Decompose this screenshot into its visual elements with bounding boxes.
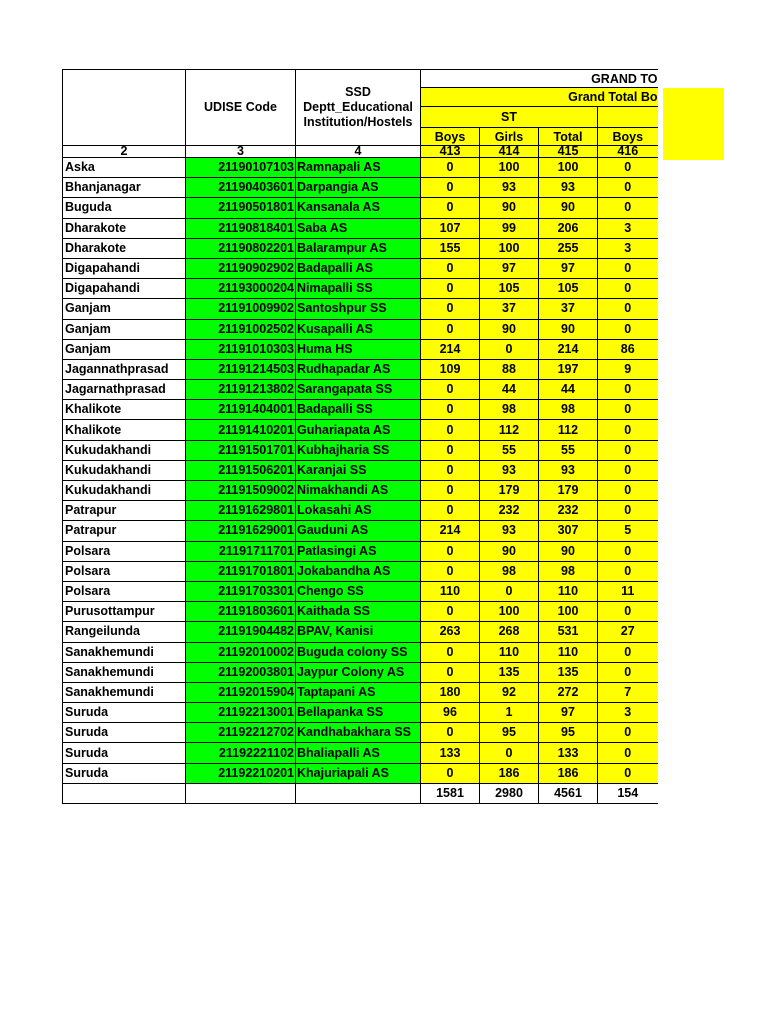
boys2-cell: 3 [598,238,658,258]
girls-cell: 88 [480,359,539,379]
institution-cell: Ramnapali AS [296,158,421,178]
total-boys2: 154 [598,783,658,803]
institution-cell: Santoshpur SS [296,299,421,319]
total-cell: 186 [539,763,598,783]
girls-cell: 90 [480,319,539,339]
block-cell: Polsara [63,561,186,581]
girls-cell: 186 [480,763,539,783]
block-cell: Suruda [63,763,186,783]
girls-cell: 97 [480,258,539,278]
udise-cell: 21191629001 [186,521,296,541]
girls-cell: 112 [480,420,539,440]
boys-cell: 0 [421,420,480,440]
total-cell: 133 [539,743,598,763]
table-row [63,622,658,642]
boys-cell: 0 [421,723,480,743]
institution-cell: Sarangapata SS [296,380,421,400]
table-row [63,682,658,702]
girls-cell: 98 [480,561,539,581]
total-cell: 100 [539,602,598,622]
boys-cell: 110 [421,581,480,601]
total-udise-cell [186,783,296,803]
block-cell: Jagannathprasad [63,359,186,379]
boys-cell: 0 [421,561,480,581]
boys-header: Boys [421,128,480,146]
table-row [63,581,658,601]
udise-cell: 21191214503 [186,359,296,379]
girls-cell: 268 [480,622,539,642]
table-row [63,460,658,480]
udise-cell: 21191009902 [186,299,296,319]
total-cell: 110 [539,581,598,601]
block-cell: Patrapur [63,501,186,521]
block-cell: Digapahandi [63,279,186,299]
girls-cell: 100 [480,238,539,258]
girls-cell: 37 [480,299,539,319]
udise-cell: 21191404001 [186,400,296,420]
table-row [63,703,658,723]
boys-cell: 0 [421,501,480,521]
boys2-cell: 0 [598,501,658,521]
boys2-cell: 0 [598,743,658,763]
table-row [63,339,658,359]
girls-cell: 98 [480,400,539,420]
institution-cell: Kandhabakhara SS [296,723,421,743]
udise-cell: 21191213802 [186,380,296,400]
col-num-inst: 4 [296,146,421,158]
udise-cell: 21191904482 [186,622,296,642]
table-row [63,319,658,339]
block-cell: Kukudakhandi [63,440,186,460]
boys-cell: 0 [421,541,480,561]
institution-cell: Saba AS [296,218,421,238]
institution-cell: Balarampur AS [296,238,421,258]
girls-cell: 232 [480,501,539,521]
girls-cell: 95 [480,723,539,743]
boys2-cell: 0 [598,420,658,440]
boys2-cell: 0 [598,440,658,460]
udise-cell: 21192212702 [186,723,296,743]
girls-cell: 0 [480,581,539,601]
table-row [63,481,658,501]
boys2-cell: 0 [598,642,658,662]
block-cell: Buguda [63,198,186,218]
table-row [63,238,658,258]
block-cell: Kukudakhandi [63,481,186,501]
table-row [63,218,658,238]
boys2-cell: 0 [598,299,658,319]
boys2-cell: 0 [598,481,658,501]
table-row [63,662,658,682]
udise-cell: 21191509002 [186,481,296,501]
boys2-cell: 0 [598,541,658,561]
table-row [63,521,658,541]
institution-cell: Nimapalli SS [296,279,421,299]
block-cell: Purusottampur [63,602,186,622]
boys2-cell: 9 [598,359,658,379]
boys-cell: 263 [421,622,480,642]
girls-cell: 90 [480,198,539,218]
total-cell: 214 [539,339,598,359]
udise-cell: 21191703301 [186,581,296,601]
block-cell: Aska [63,158,186,178]
girls-cell: 100 [480,158,539,178]
institution-cell: Darpangia AS [296,178,421,198]
total-inst-cell [296,783,421,803]
total-cell: 93 [539,460,598,480]
block-cell: Dharakote [63,238,186,258]
total-cell: 272 [539,682,598,702]
boys-cell: 0 [421,662,480,682]
udise-cell: 21192015904 [186,682,296,702]
block-header [63,70,186,146]
institution-cell: Bhaliapalli AS [296,743,421,763]
boys-cell: 0 [421,299,480,319]
boys-cell: 0 [421,481,480,501]
col-num-girls: 414 [480,146,539,158]
total-header: Total [539,128,598,146]
boys2-cell: 27 [598,622,658,642]
boys2-cell: 3 [598,218,658,238]
block-cell: Khalikote [63,400,186,420]
total-cell: 206 [539,218,598,238]
boys-cell: 0 [421,319,480,339]
girls-cell: 93 [480,178,539,198]
boys-cell: 0 [421,158,480,178]
block-cell: Rangeilunda [63,622,186,642]
data-rows [63,158,658,784]
boys-cell: 155 [421,238,480,258]
boys2-cell: 5 [598,521,658,541]
institution-cell: Huma HS [296,339,421,359]
girls-cell: 93 [480,521,539,541]
institution-cell: Kansanala AS [296,198,421,218]
total-total: 4561 [539,783,598,803]
spreadsheet-table [62,69,658,804]
boys-cell: 0 [421,279,480,299]
institution-cell: Kaithada SS [296,602,421,622]
boys-cell: 0 [421,198,480,218]
table-row [63,380,658,400]
block-cell: Patrapur [63,521,186,541]
udise-cell: 21192003801 [186,662,296,682]
girls-header: Girls [480,128,539,146]
boys-cell: 107 [421,218,480,238]
udise-cell: 21190802201 [186,238,296,258]
institution-cell: Lokasahi AS [296,501,421,521]
boys-cell: 96 [421,703,480,723]
institution-cell: Bellapanka SS [296,703,421,723]
institution-cell: Nimakhandi AS [296,481,421,501]
girls-cell: 55 [480,440,539,460]
udise-cell: 21191010303 [186,339,296,359]
table-row [63,642,658,662]
boys-cell: 214 [421,521,480,541]
table-row [63,258,658,278]
boys-cell: 0 [421,400,480,420]
udise-cell: 21190403601 [186,178,296,198]
table-row [63,178,658,198]
table-row [63,440,658,460]
total-cell: 197 [539,359,598,379]
boys-cell: 214 [421,339,480,359]
col-num-block: 2 [63,146,186,158]
grand-total-boys-title: Grand Total Bo [421,88,658,107]
grand-total-title: GRAND TO [421,70,658,88]
girls-cell: 135 [480,662,539,682]
total-cell: 135 [539,662,598,682]
udise-cell: 21191506201 [186,460,296,480]
girls-cell: 92 [480,682,539,702]
institution-cell: Rudhapadar AS [296,359,421,379]
boys2-cell: 0 [598,763,658,783]
udise-cell: 21191410201 [186,420,296,440]
total-cell: 55 [539,440,598,460]
udise-cell: 21192221102 [186,743,296,763]
table-row [63,400,658,420]
table-row [63,602,658,622]
col-num-boys2: 416 [598,146,658,158]
boys2-cell: 0 [598,198,658,218]
block-cell: Digapahandi [63,258,186,278]
boys2-cell: 0 [598,662,658,682]
udise-cell: 21190501801 [186,198,296,218]
boys2-cell: 0 [598,178,658,198]
udise-cell: 21190107103 [186,158,296,178]
udise-cell: 21191002502 [186,319,296,339]
total-cell: 97 [539,258,598,278]
boys-cell: 0 [421,258,480,278]
block-cell: Ganjam [63,299,186,319]
institution-cell: BPAV, Kanisi [296,622,421,642]
table-row [63,420,658,440]
total-cell: 531 [539,622,598,642]
boys2-cell: 0 [598,319,658,339]
total-boys: 1581 [421,783,480,803]
table-row [63,359,658,379]
boys2-cell: 86 [598,339,658,359]
boys-cell: 0 [421,642,480,662]
institution-cell: Gauduni AS [296,521,421,541]
total-cell: 110 [539,642,598,662]
table-row [63,541,658,561]
total-cell: 112 [539,420,598,440]
block-cell: Bhanjanagar [63,178,186,198]
total-cell: 90 [539,319,598,339]
block-cell: Sanakhemundi [63,682,186,702]
total-cell: 232 [539,501,598,521]
boys-cell: 0 [421,602,480,622]
grand-total-spill [663,88,724,160]
block-cell: Ganjam [63,319,186,339]
block-cell: Polsara [63,541,186,561]
udise-cell: 21190818401 [186,218,296,238]
total-cell: 44 [539,380,598,400]
block-cell: Jagarnathprasad [63,380,186,400]
boys2-cell: 0 [598,602,658,622]
empty-header-cell [598,107,658,128]
total-cell: 100 [539,158,598,178]
institution-cell: Buguda colony SS [296,642,421,662]
col-num-udise: 3 [186,146,296,158]
block-cell: Polsara [63,581,186,601]
st-header: ST [421,107,598,128]
table-row [63,279,658,299]
boys2-header: Boys [598,128,658,146]
institution-cell: Chengo SS [296,581,421,601]
total-girls: 2980 [480,783,539,803]
boys2-cell: 11 [598,581,658,601]
institution-cell: Badapalli SS [296,400,421,420]
girls-cell: 1 [480,703,539,723]
block-cell: Dharakote [63,218,186,238]
girls-cell: 100 [480,602,539,622]
institution-header: SSD Deptt_Educational Institution/Hostels [296,70,421,146]
institution-cell: Guhariapata AS [296,420,421,440]
girls-cell: 105 [480,279,539,299]
girls-cell: 44 [480,380,539,400]
institution-cell: Khajuriapali AS [296,763,421,783]
block-cell: Ganjam [63,339,186,359]
table-row [63,763,658,783]
boys2-cell: 0 [598,158,658,178]
institution-cell: Jokabandha AS [296,561,421,581]
block-cell: Sanakhemundi [63,642,186,662]
total-cell: 90 [539,198,598,218]
udise-cell: 21192213001 [186,703,296,723]
boys2-cell: 0 [598,723,658,743]
table-row [63,723,658,743]
boys-cell: 109 [421,359,480,379]
udise-cell: 21191501701 [186,440,296,460]
girls-cell: 110 [480,642,539,662]
col-num-boys: 413 [421,146,480,158]
col-num-total: 415 [539,146,598,158]
institution-cell: Jaypur Colony AS [296,662,421,682]
total-cell: 105 [539,279,598,299]
boys2-cell: 0 [598,258,658,278]
total-cell: 93 [539,178,598,198]
table-row [63,743,658,763]
table-row [63,158,658,178]
institution-cell: Badapalli AS [296,258,421,278]
institution-cell: Karanjai SS [296,460,421,480]
girls-cell: 93 [480,460,539,480]
girls-cell: 0 [480,339,539,359]
udise-cell: 21190902902 [186,258,296,278]
udise-cell: 21192010002 [186,642,296,662]
boys2-cell: 0 [598,279,658,299]
boys2-cell: 0 [598,380,658,400]
boys2-cell: 0 [598,400,658,420]
udise-cell: 21193000204 [186,279,296,299]
boys-cell: 133 [421,743,480,763]
total-label-cell [63,783,186,803]
girls-cell: 179 [480,481,539,501]
girls-cell: 0 [480,743,539,763]
boys2-cell: 0 [598,561,658,581]
institution-cell: Kubhajharia SS [296,440,421,460]
institution-cell: Taptapani AS [296,682,421,702]
block-cell: Suruda [63,703,186,723]
total-cell: 179 [539,481,598,501]
block-cell: Khalikote [63,420,186,440]
boys2-cell: 0 [598,460,658,480]
udise-cell: 21191629801 [186,501,296,521]
udise-header: UDISE Code [186,70,296,146]
udise-cell: 21192210201 [186,763,296,783]
table-row [63,561,658,581]
total-cell: 98 [539,400,598,420]
institution-cell: Patlasingi AS [296,541,421,561]
total-cell: 97 [539,703,598,723]
total-cell: 255 [539,238,598,258]
table-row [63,198,658,218]
total-cell: 98 [539,561,598,581]
total-cell: 37 [539,299,598,319]
total-cell: 307 [539,521,598,541]
udise-cell: 21191803601 [186,602,296,622]
table-row [63,299,658,319]
institution-cell: Kusapalli AS [296,319,421,339]
total-cell: 90 [539,541,598,561]
girls-cell: 90 [480,541,539,561]
total-cell: 95 [539,723,598,743]
boys2-cell: 3 [598,703,658,723]
boys-cell: 0 [421,380,480,400]
udise-cell: 21191711701 [186,541,296,561]
girls-cell: 99 [480,218,539,238]
boys-cell: 0 [421,460,480,480]
boys-cell: 0 [421,440,480,460]
block-cell: Kukudakhandi [63,460,186,480]
block-cell: Suruda [63,723,186,743]
boys-cell: 180 [421,682,480,702]
boys-cell: 0 [421,178,480,198]
boys2-cell: 7 [598,682,658,702]
table-row [63,501,658,521]
boys-cell: 0 [421,763,480,783]
block-cell: Sanakhemundi [63,662,186,682]
udise-cell: 21191701801 [186,561,296,581]
block-cell: Suruda [63,743,186,763]
